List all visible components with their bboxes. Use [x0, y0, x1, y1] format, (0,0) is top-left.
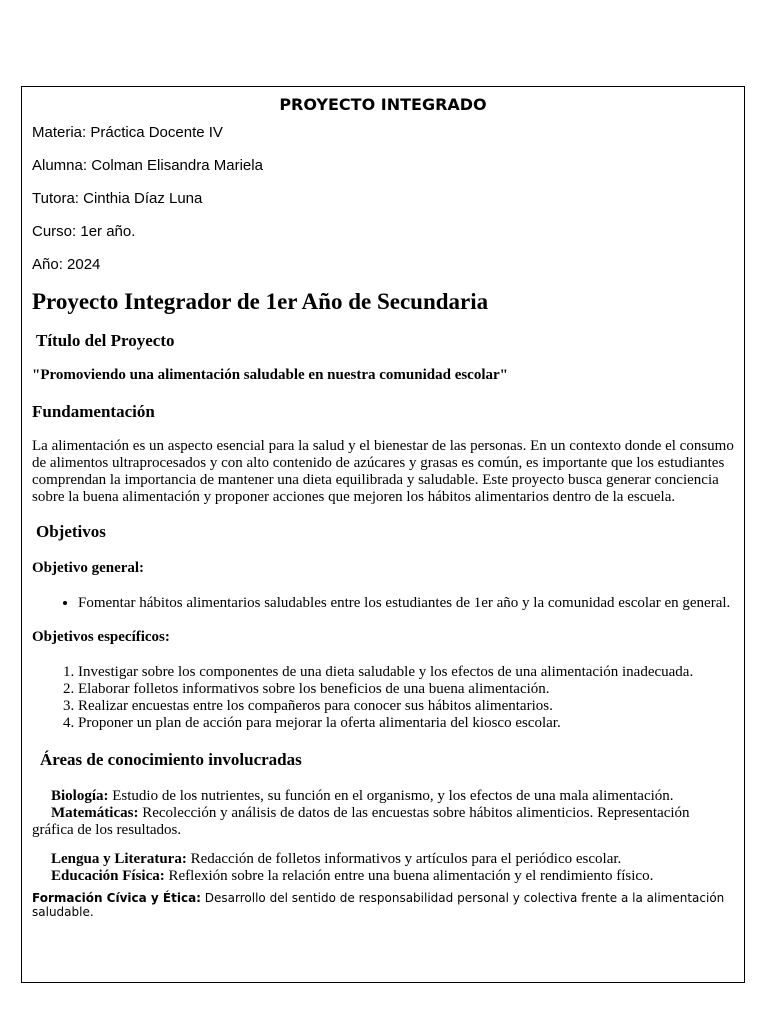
objetivo-general-heading: Objetivo general: — [32, 560, 145, 576]
list-item: 2. Elaborar folletos informativos sobre los beneficios de una buena alimentación. — [78, 681, 734, 698]
objetivos-heading: Objetivos — [36, 522, 106, 541]
area-text: Recolección y análisis de datos de las encuestas sobre hábitos alimenticios. Representación gráfica de los resultados. — [32, 805, 690, 838]
area-name: Formación Cívica y Ética: — [32, 891, 201, 905]
list-item: • Fomentar hábitos alimentarios saludables entre los estudiantes de 1er año y la comunidad escolar en general. — [78, 595, 734, 612]
fundamentacion-heading: Fundamentación — [32, 402, 155, 421]
document-frame — [21, 86, 745, 983]
anio-line: Año: 2024 — [32, 256, 101, 273]
area-text: Estudio de los nutrientes, su función en el organismo, y los efectos de una mala alimentación. — [108, 788, 674, 804]
area-name: Biología: — [51, 788, 109, 804]
area-biologia — [32, 788, 734, 805]
curso-line: Curso: 1er año. — [32, 223, 136, 240]
project-title: "Promoviendo una alimentación saludable en nuestra comunidad escolar" — [32, 367, 508, 383]
list-item: 4. Proponer un plan de acción para mejorar la oferta alimentaria del kiosco escolar. — [78, 715, 734, 732]
area-text: Redacción de folletos informativos y artículos para el periódico escolar. — [186, 851, 622, 867]
project-heading: Proyecto Integrador de 1er Año de Secundaria — [32, 289, 489, 314]
alumna-line: Alumna: Colman Elisandra Mariela — [32, 157, 263, 174]
objetivos-especificos-list — [32, 664, 734, 732]
objetivos-especificos-heading: Objetivos específicos: — [32, 629, 170, 645]
materia-line: Materia: Práctica Docente IV — [32, 124, 223, 141]
areas-group-2 — [32, 851, 734, 885]
fundamentacion-text: La alimentación es un aspecto esencial para la salud y el bienestar de las personas. En un contexto donde el consumo de alimentos ultraprocesados y con alto contenido de azúcares y grasas es común, es importante que los estudiantes comprendan la importancia de mantener una dieta equilibrada y saludable. Este proyecto busca generar conciencia sobre la buena alimentación y proponer acciones que mejoren los hábitos alimentarios dentro de la escuela. — [32, 438, 734, 505]
area-matematicas — [32, 805, 734, 839]
area-name: Matemáticas: — [51, 805, 139, 821]
tutora-line: Tutora: Cinthia Díaz Luna — [32, 190, 203, 207]
document-title: PROYECTO INTEGRADO — [279, 95, 487, 114]
areas-heading: Áreas de conocimiento involucradas — [40, 750, 302, 769]
areas-group-1 — [32, 788, 734, 839]
area-text: Desarrollo del sentido de responsabilidad personal y colectiva frente a la alimentación saludable. — [32, 891, 725, 919]
list-item: 1. Investigar sobre los componentes de una dieta saludable y los efectos de una alimentación inadecuada. — [78, 664, 734, 681]
area-civica — [32, 891, 734, 919]
objetivo-general-list — [32, 595, 734, 612]
area-name: Educación Física: — [51, 868, 165, 884]
area-text: Reflexión sobre la relación entre una buena alimentación y el rendimiento físico. — [164, 868, 654, 884]
titulo-heading: Título del Proyecto — [36, 331, 175, 350]
area-educacion-fisica — [32, 868, 734, 885]
list-item: 3. Realizar encuestas entre los compañeros para conocer sus hábitos alimentarios. — [78, 698, 734, 715]
area-lengua — [32, 851, 734, 868]
area-name: Lengua y Literatura: — [51, 851, 187, 867]
